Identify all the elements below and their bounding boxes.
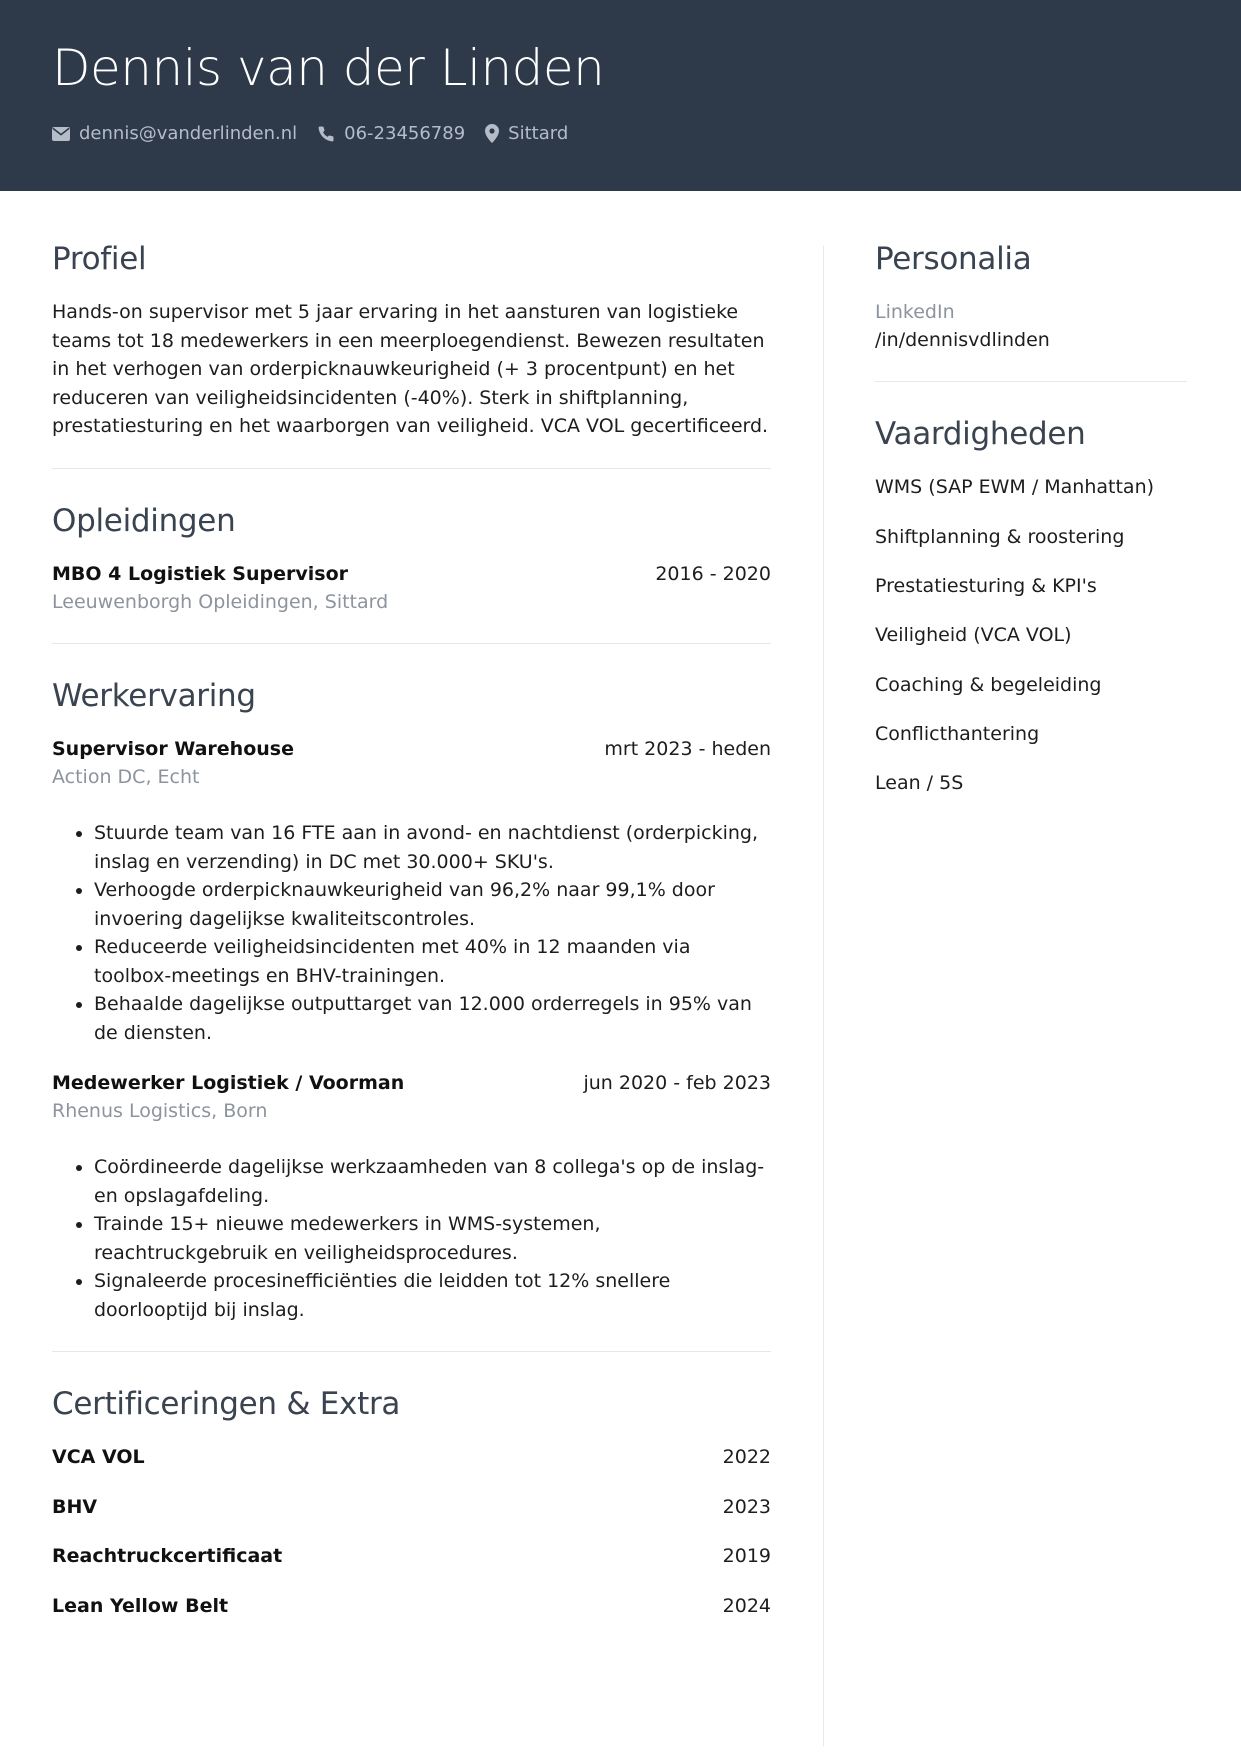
candidate-name: Dennis van der Linden xyxy=(52,39,605,97)
skill-item: Coaching & begeleiding xyxy=(875,673,1102,696)
job-date: jun 2020 - feb 2023 xyxy=(583,1072,771,1095)
contact-location xyxy=(485,123,568,144)
experience-section xyxy=(52,678,771,1324)
certifications-section xyxy=(52,1386,771,1641)
section-heading-education: Opleidingen xyxy=(52,502,236,539)
certification-row xyxy=(52,1542,771,1592)
education-date: 2016 - 2020 xyxy=(655,562,771,585)
skill-item: Shiftplanning & roostering xyxy=(875,525,1125,548)
certification-year: 2022 xyxy=(722,1446,771,1469)
skills-section xyxy=(875,416,1187,818)
achievement-item: • Reduceerde veiligheidsincidenten met 40% in 12 maanden via toolbox-meetings en BHV-trainingen. xyxy=(94,933,771,990)
section-heading-personal: Personalia xyxy=(875,241,1032,277)
contact-phone[interactable] xyxy=(317,123,465,144)
sidebar-column xyxy=(875,241,1187,818)
job-title: Medewerker Logistiek / Voorman xyxy=(52,1072,405,1095)
job-entry xyxy=(52,1069,771,1324)
achievement-item: • Coördineerde dagelijkse werkzaamheden van 8 collega's op de inslag- en opslagafdeling. xyxy=(94,1153,771,1210)
certification-year: 2019 xyxy=(722,1545,771,1568)
achievement-item: • Trainde 15+ nieuwe medewerkers in WMS-systemen, reachtruckgebruik en veiligheidsprocedures. xyxy=(94,1210,771,1267)
certification-name: VCA VOL xyxy=(52,1446,145,1469)
contact-bar xyxy=(52,123,588,144)
certification-name: Reachtruckcertificaat xyxy=(52,1545,283,1568)
skill-item: Prestatiesturing & KPI's xyxy=(875,574,1097,597)
contact-email[interactable] xyxy=(52,123,297,144)
achievement-item: • Behaalde dagelijkse outputtarget van 12.000 orderregels in 95% van de diensten. xyxy=(94,990,771,1047)
section-divider xyxy=(52,643,771,644)
profile-text: Hands-on supervisor met 5 jaar ervaring in het aansturen van logistieke teams tot 18 medewerkers in een meerploegendienst. Bewezen resultaten in het verhogen van orderpicknauwkeurigheid (+ 3 procentpunt) en het reduceren van veiligheidsincidenten (-40%). Sterk in shiftplanning, prestatiesturing en het waarborgen van veiligheid. VCA VOL gecertificeerd. xyxy=(52,301,769,438)
resume-body xyxy=(0,191,1241,1754)
envelope-icon xyxy=(52,127,70,141)
certification-name: Lean Yellow Belt xyxy=(52,1594,229,1617)
skill-item: Lean / 5S xyxy=(875,772,964,795)
section-divider xyxy=(875,381,1187,382)
certification-name: BHV xyxy=(52,1495,98,1518)
personal-section xyxy=(875,241,1187,354)
profile-section xyxy=(52,241,771,441)
achievement-item: • Verhoogde orderpicknauwkeurigheid van 96,2% naar 99,1% door invoering dagelijkse kwaliteitscontroles. xyxy=(94,876,771,933)
certification-row xyxy=(52,1592,771,1642)
achievement-item: • Signaleerde procesinefficiënties die leidden tot 12% snellere doorlooptijd bij inslag. xyxy=(94,1267,771,1324)
section-heading-skills: Vaardigheden xyxy=(875,416,1086,453)
education-section xyxy=(52,503,771,616)
job-date: mrt 2023 - heden xyxy=(604,738,771,761)
certification-year: 2023 xyxy=(722,1495,771,1518)
location-text: Sittard xyxy=(508,123,569,144)
section-heading-experience: Werkervaring xyxy=(52,677,256,714)
phone-icon xyxy=(317,125,335,143)
achievement-item: • Stuurde team van 16 FTE aan in avond- en nachtdienst (orderpicking, inslag en verzending) in DC met 30.000+ SKU's. xyxy=(94,819,771,876)
job-company: Rhenus Logistics, Born xyxy=(52,1100,268,1123)
job-title: Supervisor Warehouse xyxy=(52,738,294,761)
linkedin-label: LinkedIn xyxy=(875,301,955,324)
map-pin-icon xyxy=(485,124,499,143)
phone-text: 06-23456789 xyxy=(344,123,466,144)
skill-item: Conflicthantering xyxy=(875,722,1040,745)
section-heading-certifications: Certificeringen & Extra xyxy=(52,1386,401,1423)
education-title: MBO 4 Logistiek Supervisor xyxy=(52,562,349,585)
job-achievements xyxy=(52,819,771,1047)
education-entry xyxy=(52,560,771,616)
education-institution: Leeuwenborgh Opleidingen, Sittard xyxy=(52,590,389,613)
job-company: Action DC, Echt xyxy=(52,766,200,789)
skill-item: WMS (SAP EWM / Manhattan) xyxy=(875,476,1155,499)
job-achievements xyxy=(52,1153,771,1324)
certification-row xyxy=(52,1493,771,1543)
resume-header xyxy=(0,0,1241,191)
job-entry xyxy=(52,735,771,1047)
section-divider xyxy=(52,468,771,469)
skill-item: Veiligheid (VCA VOL) xyxy=(875,624,1072,647)
certification-year: 2024 xyxy=(722,1594,771,1617)
certification-row xyxy=(52,1443,771,1493)
column-divider xyxy=(823,246,824,1746)
section-divider xyxy=(52,1351,771,1352)
email-text: dennis@vanderlinden.nl xyxy=(79,123,298,144)
linkedin-link[interactable]: /in/dennisvdlinden xyxy=(875,329,1050,352)
section-heading-profile: Profiel xyxy=(52,241,147,277)
main-column xyxy=(52,241,771,1641)
